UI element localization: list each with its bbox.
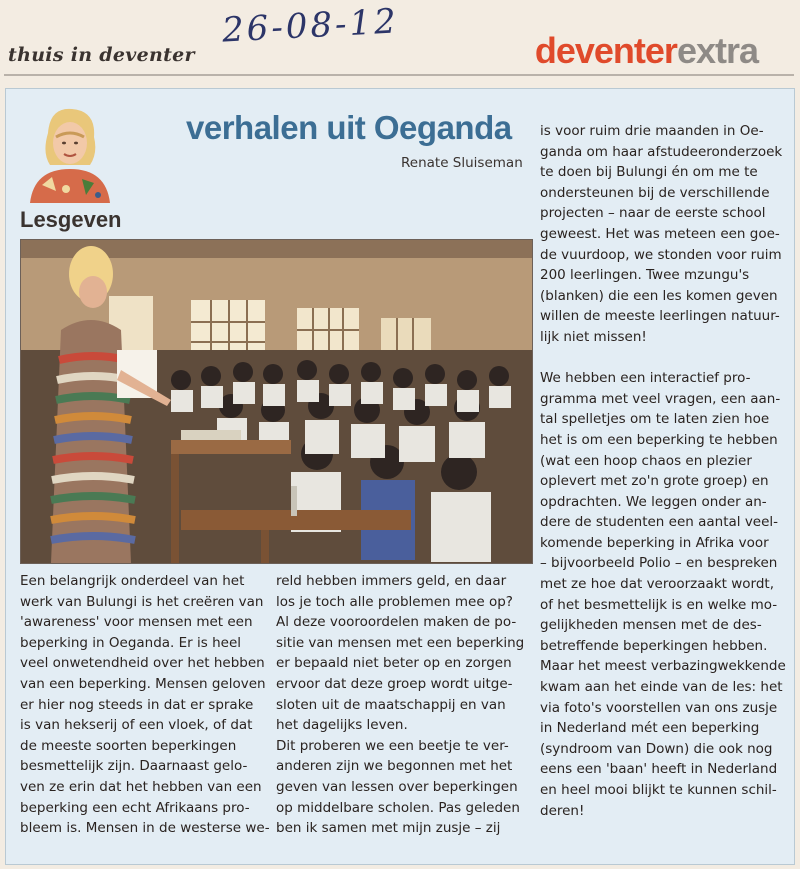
- brand-logo-part2: extra: [676, 30, 758, 71]
- paragraph-gap: [540, 348, 790, 369]
- text-line: te doen bij Bulungi én om me te: [540, 164, 758, 181]
- text-line: sitie van mensen met een beperking: [276, 634, 525, 651]
- article-column-2: [276, 571, 531, 839]
- text-line: geweest. Het was meteen een goe-: [540, 225, 780, 242]
- text-line: gramma met veel vragen, een aan-: [540, 390, 781, 407]
- text-line: 'awareness' voor mensen met een: [20, 614, 253, 631]
- text-line: ervoor dat deze groep wordt uitge-: [276, 675, 513, 692]
- text-line: deren!: [540, 802, 585, 819]
- text-line: met ze hoe dat veroorzaakt wordt,: [540, 576, 774, 593]
- byline: Renate Sluiseman: [401, 155, 523, 171]
- author-photo: [20, 103, 116, 203]
- text-line: via foto's voorstellen van ons zusje: [540, 699, 778, 716]
- text-line: willen de meeste leerlingen natuur-: [540, 308, 780, 325]
- masthead-rule: [4, 74, 794, 76]
- text-line: geven van lessen over beperkingen: [276, 778, 518, 795]
- text-line: beperking een echt Afrikaans pro-: [20, 799, 250, 816]
- text-line: dere de studenten een aantal veel-: [540, 514, 779, 531]
- handwritten-date: 26-08-12: [221, 1, 400, 51]
- text-line: beperking in Oeganda. Er is heel: [20, 634, 242, 651]
- text-line: kwam aan het einde van de les: het: [540, 679, 783, 696]
- text-line: (wat een hoop chaos en plezier: [540, 452, 752, 469]
- text-line: projecten – naar de eerste school: [540, 205, 766, 222]
- text-line: Dit proberen we een beetje te ver-: [276, 737, 509, 754]
- text-line: is voor ruim drie maanden in Oe-: [540, 123, 764, 139]
- text-line: sloten uit de maatschappij en van: [276, 696, 506, 713]
- text-line: We hebben een interactief pro-: [540, 370, 751, 387]
- article-column-3: [540, 121, 790, 821]
- text-line: de meeste soorten beperkingen: [20, 737, 237, 754]
- text-line: besmettelijk zijn. Daarnaast gelo-: [20, 758, 248, 775]
- text-line: – bijvoorbeeld Polio – en bespreken: [540, 555, 778, 572]
- text-line: 200 leerlingen. Twee mzungu's: [540, 267, 750, 284]
- text-line: ondersteunen bij de verschillende: [540, 184, 770, 201]
- text-line: de vuurdoop, we stonden voor ruim: [540, 246, 782, 263]
- text-line: reld hebben immers geld, en daar: [276, 573, 507, 589]
- text-line: opdrachten. We leggen onder an-: [540, 493, 767, 510]
- text-line: ven ze erin dat het hebben van een: [20, 778, 262, 795]
- text-line: Maar het meest verbazingwekkende: [540, 658, 786, 675]
- text-line: komende beperking in Afrika voor: [540, 534, 769, 551]
- text-line: of het besmettelijk is en welke mo-: [540, 596, 778, 613]
- text-line: er hier nog steeds in dat er sprake: [20, 696, 254, 713]
- text-line: van een beperking. Mensen geloven: [20, 675, 266, 692]
- text-line: op middelbare scholen. Pas geleden: [276, 799, 520, 816]
- brand-logo-part1: deventer: [534, 30, 677, 71]
- text-line: (blanken) die een les komen geven: [540, 287, 778, 304]
- text-line: betreffende beperkingen hebben.: [540, 637, 768, 654]
- text-line: en heel mooi blijkt te kunnen schil-: [540, 782, 777, 798]
- text-line: Al deze vooroordelen maken de po-: [276, 614, 517, 631]
- text-line: werk van Bulungi is het creëren van: [20, 593, 264, 610]
- text-line: lijk niet missen!: [540, 328, 647, 345]
- brand-logo: [535, 30, 758, 72]
- subhead: Lesgeven: [20, 207, 122, 232]
- text-line: oplevert met zo'n grote groep) en: [540, 473, 769, 490]
- text-line: tal spelletjes om te laten zien hoe: [540, 411, 770, 428]
- article-panel: [5, 88, 795, 865]
- text-line: gelijkheden mensen met de des-: [540, 617, 762, 634]
- text-line: Een belangrijk onderdeel van het: [20, 573, 245, 589]
- text-line: ganda om haar afstudeeronderzoek: [540, 143, 783, 160]
- text-line: in Nederland mét een beperking: [540, 720, 760, 737]
- article-column-1: [20, 571, 268, 839]
- text-line: bleem is. Mensen in de westerse we-: [20, 820, 270, 837]
- masthead: [0, 0, 800, 92]
- text-line: anderen zijn we begonnen met het: [276, 758, 513, 775]
- classroom-photo: [20, 239, 533, 564]
- text-line: (syndroom van Down) die ook nog: [540, 740, 773, 757]
- text-line: veel onwetendheid over het hebben: [20, 655, 265, 672]
- text-line: het dagelijks leven.: [276, 717, 408, 734]
- text-line: er bepaald niet beter op en zorgen: [276, 655, 512, 672]
- text-line: eens een 'baan' heeft in Nederland: [540, 761, 778, 778]
- text-line: is van hekserij of een vloek, of dat: [20, 717, 253, 734]
- text-line: ben ik samen met mijn zusje – zij: [276, 820, 501, 837]
- text-line: los je toch alle problemen mee op?: [276, 593, 513, 610]
- headline: verhalen uit Oeganda: [186, 109, 512, 146]
- section-label: thuis in deventer: [8, 44, 195, 66]
- text-line: het is om een beperking te hebben: [540, 431, 778, 448]
